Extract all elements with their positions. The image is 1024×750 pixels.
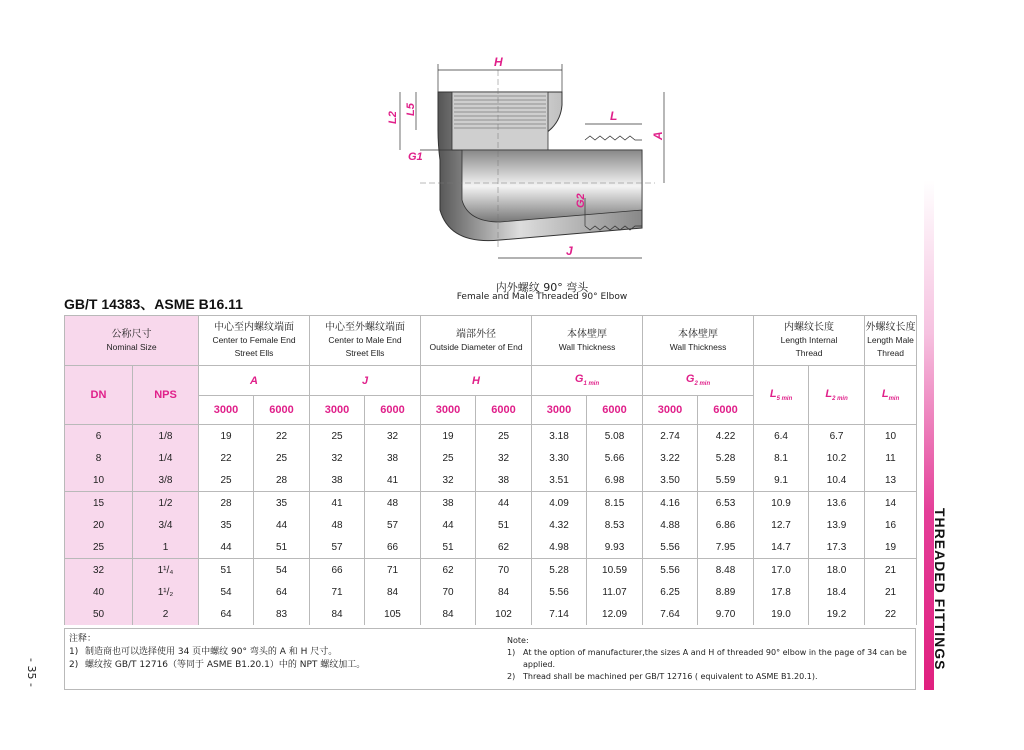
table-cell: 35 — [254, 492, 310, 515]
table-cell: 10 — [865, 425, 917, 448]
class-6000: 6000 — [698, 396, 754, 425]
header-wall1: 本体壁厚 Wall Thickness — [532, 316, 643, 366]
female-thread — [452, 92, 548, 150]
table-cell: 32 — [421, 469, 476, 492]
label-G1: G1 — [408, 151, 423, 163]
header-L: $L_{min}$ — [865, 366, 917, 425]
elbow-drawing — [380, 50, 680, 275]
table-cell: 54 — [199, 581, 254, 603]
table-cell: 57 — [365, 514, 421, 536]
table-cell: 19.0 — [754, 603, 809, 625]
table-cell: 44 — [199, 536, 254, 559]
table-cell: 38 — [421, 492, 476, 515]
table-cell: 83 — [254, 603, 310, 625]
table-cell: 22 — [865, 603, 917, 625]
class-6000: 6000 — [587, 396, 643, 425]
table-cell: 3.18 — [532, 425, 587, 448]
table-cell: 18.0 — [809, 559, 865, 582]
table-cell: 71 — [310, 581, 365, 603]
header-internal-thread: 内螺纹长度 Length Internal Thread — [754, 316, 865, 366]
table-cell: 105 — [365, 603, 421, 625]
table-cell: 5.28 — [698, 447, 754, 469]
cell-dn: 20 — [65, 514, 133, 536]
cell-nps: 2 — [133, 603, 199, 625]
header-H: H — [421, 366, 532, 396]
class-3000: 3000 — [199, 396, 254, 425]
table-cell: 62 — [421, 559, 476, 582]
table-cell: 57 — [310, 536, 365, 559]
table-cell: 38 — [476, 469, 532, 492]
label-A: A — [651, 131, 665, 140]
table-cell: 17.8 — [754, 581, 809, 603]
caption-en: Female and Male Threaded 90° Elbow — [456, 292, 628, 302]
header-male-thread: 外螺纹长度 Length Male Thread — [865, 316, 917, 366]
table-cell: 84 — [365, 581, 421, 603]
cell-nps: 1/8 — [133, 425, 199, 448]
table-cell: 25 — [199, 469, 254, 492]
table-cell: 8.48 — [698, 559, 754, 582]
table-cell: 62 — [476, 536, 532, 559]
cell-nps: 1¹/₂ — [133, 581, 199, 603]
male-bore — [462, 150, 642, 222]
header-male: 中心至外螺纹端面 Center to Male End Street Ells — [310, 316, 421, 366]
class-6000: 6000 — [365, 396, 421, 425]
table-cell: 19 — [865, 536, 917, 559]
table-cell: 2.74 — [643, 425, 698, 448]
table-cell: 4.98 — [532, 536, 587, 559]
table-cell: 13 — [865, 469, 917, 492]
cell-dn: 8 — [65, 447, 133, 469]
header-female: 中心至内螺纹端面 Center to Female End Street Ells — [199, 316, 310, 366]
table-body — [65, 425, 917, 626]
table-cell: 32 — [365, 425, 421, 448]
table-row — [65, 425, 917, 448]
label-L5: L5 — [405, 103, 417, 116]
table-cell: 6.98 — [587, 469, 643, 492]
note-en-2: 2) Thread shall be machined per GB/T 12716 ( equivalent to ASME B1.20.1). — [507, 672, 818, 681]
section-title: THREADED FITTINGS — [932, 508, 948, 671]
table-cell: 17.0 — [754, 559, 809, 582]
table-cell: 5.66 — [587, 447, 643, 469]
table-cell: 11 — [865, 447, 917, 469]
table-cell: 102 — [476, 603, 532, 625]
table-cell: 5.56 — [643, 536, 698, 559]
table-cell: 6.86 — [698, 514, 754, 536]
dimension-table — [64, 315, 917, 625]
table-cell: 17.3 — [809, 536, 865, 559]
header-A: A — [199, 366, 310, 396]
table-row — [65, 559, 917, 582]
table-cell: 38 — [310, 469, 365, 492]
table-cell: 5.59 — [698, 469, 754, 492]
table-cell: 6.4 — [754, 425, 809, 448]
table-cell: 70 — [421, 581, 476, 603]
notes-en-title: Note: — [507, 636, 529, 645]
cell-dn: 15 — [65, 492, 133, 515]
table-cell: 8.15 — [587, 492, 643, 515]
table-cell: 66 — [310, 559, 365, 582]
table-cell: 7.95 — [698, 536, 754, 559]
header-G1: $G_{1 min}$ — [532, 366, 643, 396]
table-cell: 12.09 — [587, 603, 643, 625]
table-cell: 28 — [199, 492, 254, 515]
table-cell: 71 — [365, 559, 421, 582]
class-3000: 3000 — [643, 396, 698, 425]
table-cell: 44 — [254, 514, 310, 536]
cell-nps: 1¹/₄ — [133, 559, 199, 582]
table-cell: 32 — [310, 447, 365, 469]
table-cell: 11.07 — [587, 581, 643, 603]
label-L: L — [610, 109, 618, 123]
table-cell: 14.7 — [754, 536, 809, 559]
notes-cn — [69, 633, 365, 672]
class-3000: 3000 — [310, 396, 365, 425]
caption-cn: 内外螺纹 90° 弯头 — [495, 281, 589, 294]
cell-dn: 10 — [65, 469, 133, 492]
page-number: - 35 - — [25, 658, 38, 687]
table-row — [65, 514, 917, 536]
table-cell: 84 — [476, 581, 532, 603]
label-L2: L2 — [387, 111, 399, 124]
table-cell: 10.2 — [809, 447, 865, 469]
table-cell: 19 — [199, 425, 254, 448]
table-cell: 10.4 — [809, 469, 865, 492]
table-cell: 22 — [254, 425, 310, 448]
table-cell: 21 — [865, 559, 917, 582]
class-3000: 3000 — [421, 396, 476, 425]
table-cell: 51 — [476, 514, 532, 536]
table-cell: 4.09 — [532, 492, 587, 515]
table-cell: 4.16 — [643, 492, 698, 515]
table-cell: 48 — [310, 514, 365, 536]
header-G2: $G_{2 min}$ — [643, 366, 754, 396]
cell-dn: 6 — [65, 425, 133, 448]
cell-dn: 32 — [65, 559, 133, 582]
cell-nps: 1/4 — [133, 447, 199, 469]
class-6000: 6000 — [476, 396, 532, 425]
header-L5: $L_{5 min}$ — [754, 366, 809, 425]
table-cell: 25 — [421, 447, 476, 469]
table-cell: 54 — [254, 559, 310, 582]
table-cell: 10.9 — [754, 492, 809, 515]
table-cell: 5.56 — [643, 559, 698, 582]
table-cell: 13.9 — [809, 514, 865, 536]
table-row — [65, 536, 917, 559]
table-row — [65, 492, 917, 515]
class-6000: 6000 — [254, 396, 310, 425]
table-cell: 64 — [199, 603, 254, 625]
header-nominal: 公称尺寸 Nominal Size — [65, 316, 199, 366]
table-cell: 66 — [365, 536, 421, 559]
table-cell: 6.7 — [809, 425, 865, 448]
table-cell: 28 — [254, 469, 310, 492]
notes-box — [64, 628, 916, 690]
cell-nps: 1/2 — [133, 492, 199, 515]
cell-nps: 3/4 — [133, 514, 199, 536]
table-cell: 8.53 — [587, 514, 643, 536]
table-cell: 25 — [476, 425, 532, 448]
class-3000: 3000 — [532, 396, 587, 425]
table-cell: 6.25 — [643, 581, 698, 603]
table-cell: 16 — [865, 514, 917, 536]
table-cell: 25 — [310, 425, 365, 448]
table-cell: 3.50 — [643, 469, 698, 492]
table-cell: 84 — [421, 603, 476, 625]
table-cell: 84 — [310, 603, 365, 625]
table-row — [65, 581, 917, 603]
table-cell: 22 — [199, 447, 254, 469]
table-cell: 7.64 — [643, 603, 698, 625]
table-cell: 8.1 — [754, 447, 809, 469]
header-od: 端部外径 Outside Diameter of End — [421, 316, 532, 366]
header-dn: DN — [65, 366, 133, 425]
table-cell: 35 — [199, 514, 254, 536]
table-row — [65, 469, 917, 492]
table-cell: 5.08 — [587, 425, 643, 448]
note-cn-1: 1) 制造商也可以选择使用 34 页中螺纹 90° 弯头的 A 和 H 尺寸。 — [69, 647, 338, 657]
notes-en — [507, 635, 907, 683]
note-en-1: 1) At the option of manufacturer,the sizes A and H of threaded 90° elbow in the page of 34 can be applied. — [507, 648, 907, 669]
notes-cn-title: 注释： — [69, 634, 97, 644]
table-cell: 18.4 — [809, 581, 865, 603]
table-cell: 14 — [865, 492, 917, 515]
header-nps: NPS — [133, 366, 199, 425]
table-cell: 44 — [476, 492, 532, 515]
header-L2: $L_{2 min}$ — [809, 366, 865, 425]
table-cell: 3.22 — [643, 447, 698, 469]
table-cell: 25 — [254, 447, 310, 469]
table-cell: 44 — [421, 514, 476, 536]
table-cell: 19.2 — [809, 603, 865, 625]
cell-nps: 1 — [133, 536, 199, 559]
note-cn-2: 2) 螺纹按 GB/T 12716（等同于 ASME B1.20.1）中的 NPT 螺纹加工。 — [69, 660, 366, 670]
table-cell: 48 — [365, 492, 421, 515]
table-cell: 51 — [199, 559, 254, 582]
table-cell: 51 — [254, 536, 310, 559]
table-cell: 9.1 — [754, 469, 809, 492]
table-cell: 3.30 — [532, 447, 587, 469]
table-cell: 12.7 — [754, 514, 809, 536]
label-J: J — [566, 244, 573, 258]
table-cell: 3.51 — [532, 469, 587, 492]
cell-dn: 40 — [65, 581, 133, 603]
table-cell: 9.93 — [587, 536, 643, 559]
cell-nps: 3/8 — [133, 469, 199, 492]
table-cell: 5.28 — [532, 559, 587, 582]
table-cell: 41 — [310, 492, 365, 515]
table-row — [65, 447, 917, 469]
table-cell: 41 — [365, 469, 421, 492]
table-cell: 21 — [865, 581, 917, 603]
header-wall2: 本体壁厚 Wall Thickness — [643, 316, 754, 366]
cell-dn: 25 — [65, 536, 133, 559]
table-row — [65, 603, 917, 625]
table-cell: 7.14 — [532, 603, 587, 625]
table-cell: 70 — [476, 559, 532, 582]
label-H: H — [494, 55, 503, 69]
table-cell: 32 — [476, 447, 532, 469]
table-cell: 5.56 — [532, 581, 587, 603]
table-cell: 8.89 — [698, 581, 754, 603]
label-G2: G2 — [575, 193, 587, 208]
table-cell: 13.6 — [809, 492, 865, 515]
standard-title: GB/T 14383、ASME B16.11 — [64, 296, 243, 312]
table-cell: 6.53 — [698, 492, 754, 515]
table-cell: 4.88 — [643, 514, 698, 536]
table-cell: 51 — [421, 536, 476, 559]
cell-dn: 50 — [65, 603, 133, 625]
table-cell: 10.59 — [587, 559, 643, 582]
table-cell: 19 — [421, 425, 476, 448]
table-cell: 64 — [254, 581, 310, 603]
table-cell: 38 — [365, 447, 421, 469]
header-J: J — [310, 366, 421, 396]
table-cell: 9.70 — [698, 603, 754, 625]
table-cell: 4.32 — [532, 514, 587, 536]
table-cell: 4.22 — [698, 425, 754, 448]
